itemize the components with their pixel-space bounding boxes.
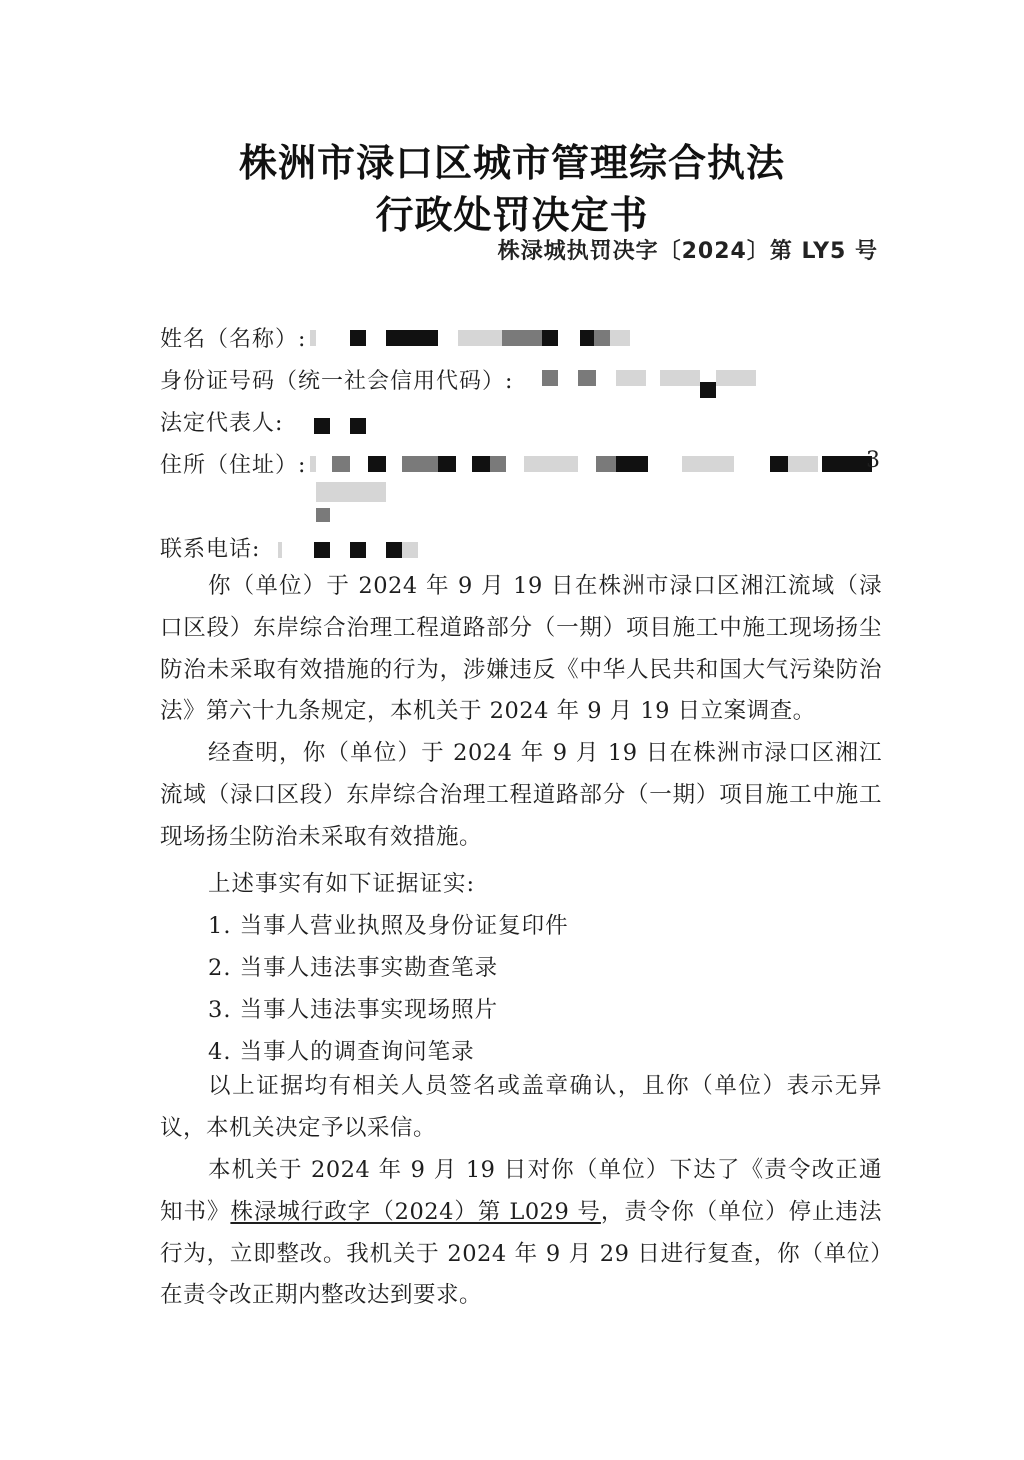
document-subtitle: 行政处罚决定书 <box>375 193 649 237</box>
rectification-notice-number: 株渌城行政字（2024）第 L029 号 <box>230 1198 601 1225</box>
evidence-item: 3. 当事人违法事实现场照片 <box>208 997 499 1023</box>
id-number-label: 身份证号码（统一社会信用代码）: <box>160 369 514 394</box>
document-title: 株洲市渌口区城市管理综合执法 <box>238 141 785 185</box>
address-label: 住所（住址）: <box>160 453 307 478</box>
evidence-item: 4. 当事人的调查询问笔录 <box>208 1039 475 1065</box>
name-label: 姓名（名称）: <box>160 327 307 352</box>
evidence-item: 2. 当事人违法事实勘查笔录 <box>208 955 499 981</box>
evidence-item: 1. 当事人营业执照及身份证复印件 <box>208 913 569 939</box>
paragraph-findings: 经查明，你（单位）于 2024 年 9 月 19 日在株洲市渌口区湘江流域（渌口区段）东岸综合治理工程道路部分（一期）项目施工中施工现场扬尘防治未采取有效措施。 <box>160 740 882 850</box>
legal-rep-label: 法定代表人: <box>160 411 284 436</box>
rectification-text-1: 本机关于 2024 年 9 月 19 日对你（单位）下达了《责令改正通知书》 <box>160 1157 882 1225</box>
phone-label: 联系电话: <box>160 537 261 562</box>
address-tail: 3 <box>866 448 881 473</box>
paragraph-evidence-acceptance: 以上证据均有相关人员签名或盖章确认，且你（单位）表示无异议，本机关决定予以采信。 <box>160 1073 882 1141</box>
evidence-intro: 上述事实有如下证据证实: <box>208 871 476 897</box>
document-number: 株渌城执罚决字〔2024〕第 LY5 号 <box>497 239 878 264</box>
paragraph-rectification <box>160 1150 882 1317</box>
paragraph-case-filing: 你（单位）于 2024 年 9 月 19 日在株洲市渌口区湘江流域（渌口区段）东岸综合治理工程道路部分（一期）项目施工中施工现场扬尘防治未采取有效措施的行为，涉嫌违反《中华人民共和国大气污染防治法》第六十九条规定，本机关于 2024 年 9 月 19 日立案调查。 <box>160 573 882 725</box>
rectification-text-2: ，责令你（单位）停止违法行为，立即整改。我机关于 2024 年 9 月 29 日进行复查，你（单位）在责令改正期内整改达到要求。 <box>160 1198 882 1309</box>
